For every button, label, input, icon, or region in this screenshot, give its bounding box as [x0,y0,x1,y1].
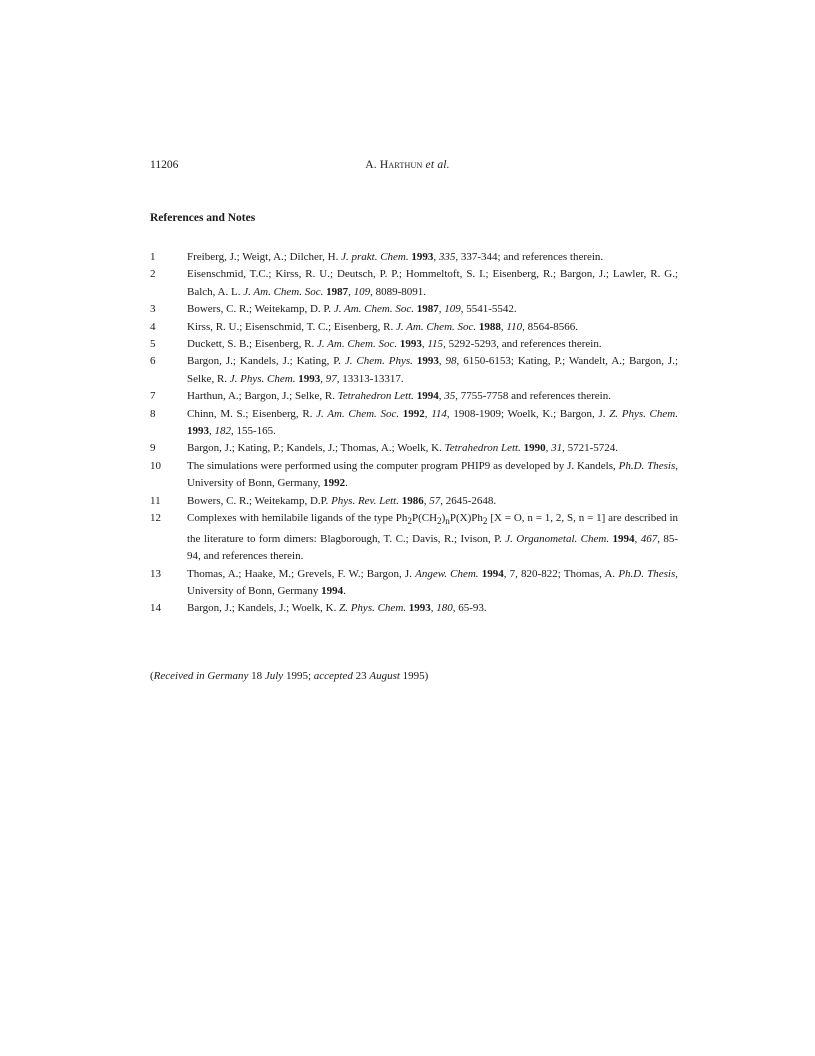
reference-text: Complexes with hemilabile ligands of the type $Ph_2P(CH_2)_nP(X)Ph_2$ [X = O, n = 1, 2, S, n = 1] are described in the literature to form dimers: Blagborough, T. C.; Davis, R.; Ivison, P. J. Organometal. Chem. 1994, 467, 85-94, and references therein. [187,512,679,563]
received-open-paren: ( [150,670,154,682]
running-head-etal: et al. [425,159,450,171]
reference-number: 2 [150,268,156,281]
reference-number: 12 [150,512,161,525]
reference-item [150,600,678,617]
reference-number: 13 [150,567,161,580]
received-line [150,670,428,682]
section-title: References and Notes [150,212,256,224]
page-number: 11206 [150,159,179,171]
received-year: 1995; [283,670,314,682]
received-day: 18 [248,670,265,682]
reference-text: The simulations were performed using the computer program PHIP9 as developed by J. Kandels, Ph.D. Thesis, University of Bonn, Germany, 1992. [187,459,679,490]
reference-number: 1 [150,251,156,263]
reference-item [150,353,678,388]
reference-number: 10 [150,459,161,472]
reference-text: Harthun, A.; Bargon, J.; Selke, R. Tetrahedron Lett. 1994, 35, 7755-7758 and references therein. [187,390,611,403]
reference-text: Thomas, A.; Haake, M.; Grevels, F. W.; Bargon, J. Angew. Chem. 1994, 7, 820-822; Thomas, A. Ph.D. Thesis, University of Bonn, Germany 1994. [187,567,679,597]
reference-item [150,406,678,441]
running-head-author: Harthun [379,159,423,171]
reference-number: 4 [150,320,156,333]
reference-text: Chinn, M. S.; Eisenberg, R. J. Am. Chem. Soc. 1992, 114, 1908-1909; Woelk, K.; Bargon, J. Z. Phys. Chem. 1993, 182, 155-165. [187,407,678,438]
reference-item [150,458,678,493]
received-label: Received in Germany [153,670,249,682]
reference-text: Duckett, S. B.; Eisenberg, R. J. Am. Chem. Soc. 1993, 115, 5292-5293, and references therein. [187,338,602,351]
running-head-initial: A. [365,159,380,171]
reference-item [150,249,678,266]
reference-item [150,319,678,336]
reference-text: Kirss, R. U.; Eisenschmid, T. C.; Eisenberg, R. J. Am. Chem. Soc. 1988, 110, 8564-8566. [187,320,579,333]
accepted-year: 1995) [399,670,429,682]
reference-item [150,566,678,601]
reference-item [150,266,678,301]
reference-number: 7 [150,390,156,403]
reference-number: 6 [150,355,156,368]
reference-text: Bowers, C. R.; Weitekamp, D.P. Phys. Rev. Lett. 1986, 57, 2645-2648. [187,494,497,507]
reference-number: 3 [150,303,156,316]
reference-text: Bowers, C. R.; Weitekamp, D. P. J. Am. Chem. Soc. 1987, 109, 5541-5542. [187,303,517,316]
accepted-day: 23 [352,670,370,682]
reference-item [150,336,678,353]
reference-number: 5 [150,338,156,351]
reference-text: Bargon, J.; Kandels, J.; Kating, P. J. Chem. Phys. 1993, 98, 6150-6153; Kating, P.; Wandelt, A.; Bargon, J.; Selke, R. J. Phys. Chem. 1993, 97, 13313-13317. [187,355,678,385]
reference-text: Bargon, J.; Kating, P.; Kandels, J.; Thomas, A.; Woelk, K. Tetrahedron Lett. 1990, 31, 5721-5724. [187,442,618,455]
reference-list [150,249,678,618]
reference-item [150,493,678,510]
reference-item [150,388,678,405]
accepted-label: accepted [313,670,353,682]
reference-item [150,301,678,318]
reference-item [150,440,678,457]
reference-number: 11 [150,494,161,507]
running-head [0,159,815,171]
reference-text: Bargon, J.; Kandels, J.; Woelk, K. Z. Phys. Chem. 1993, 180, 65-93. [187,602,487,615]
reference-text: Freiberg, J.; Weigt, A.; Dilcher, H. J. prakt. Chem. 1993, 335, 337-344; and references therein. [187,251,604,263]
reference-item [150,510,678,565]
received-month: July [264,670,284,682]
reference-number: 9 [150,442,156,455]
reference-number: 14 [150,602,161,615]
accepted-month: August [369,670,400,682]
reference-number: 8 [150,407,156,420]
reference-text: Eisenschmid, T.C.; Kirss, R. U.; Deutsch, P. P.; Hommeltoft, S. I.; Eisenberg, R.; Bargon, J.; Lawler, R. G.; Balch, A. L. J. Am. Chem. Soc. 1987, 109, 8089-8091. [187,268,678,298]
